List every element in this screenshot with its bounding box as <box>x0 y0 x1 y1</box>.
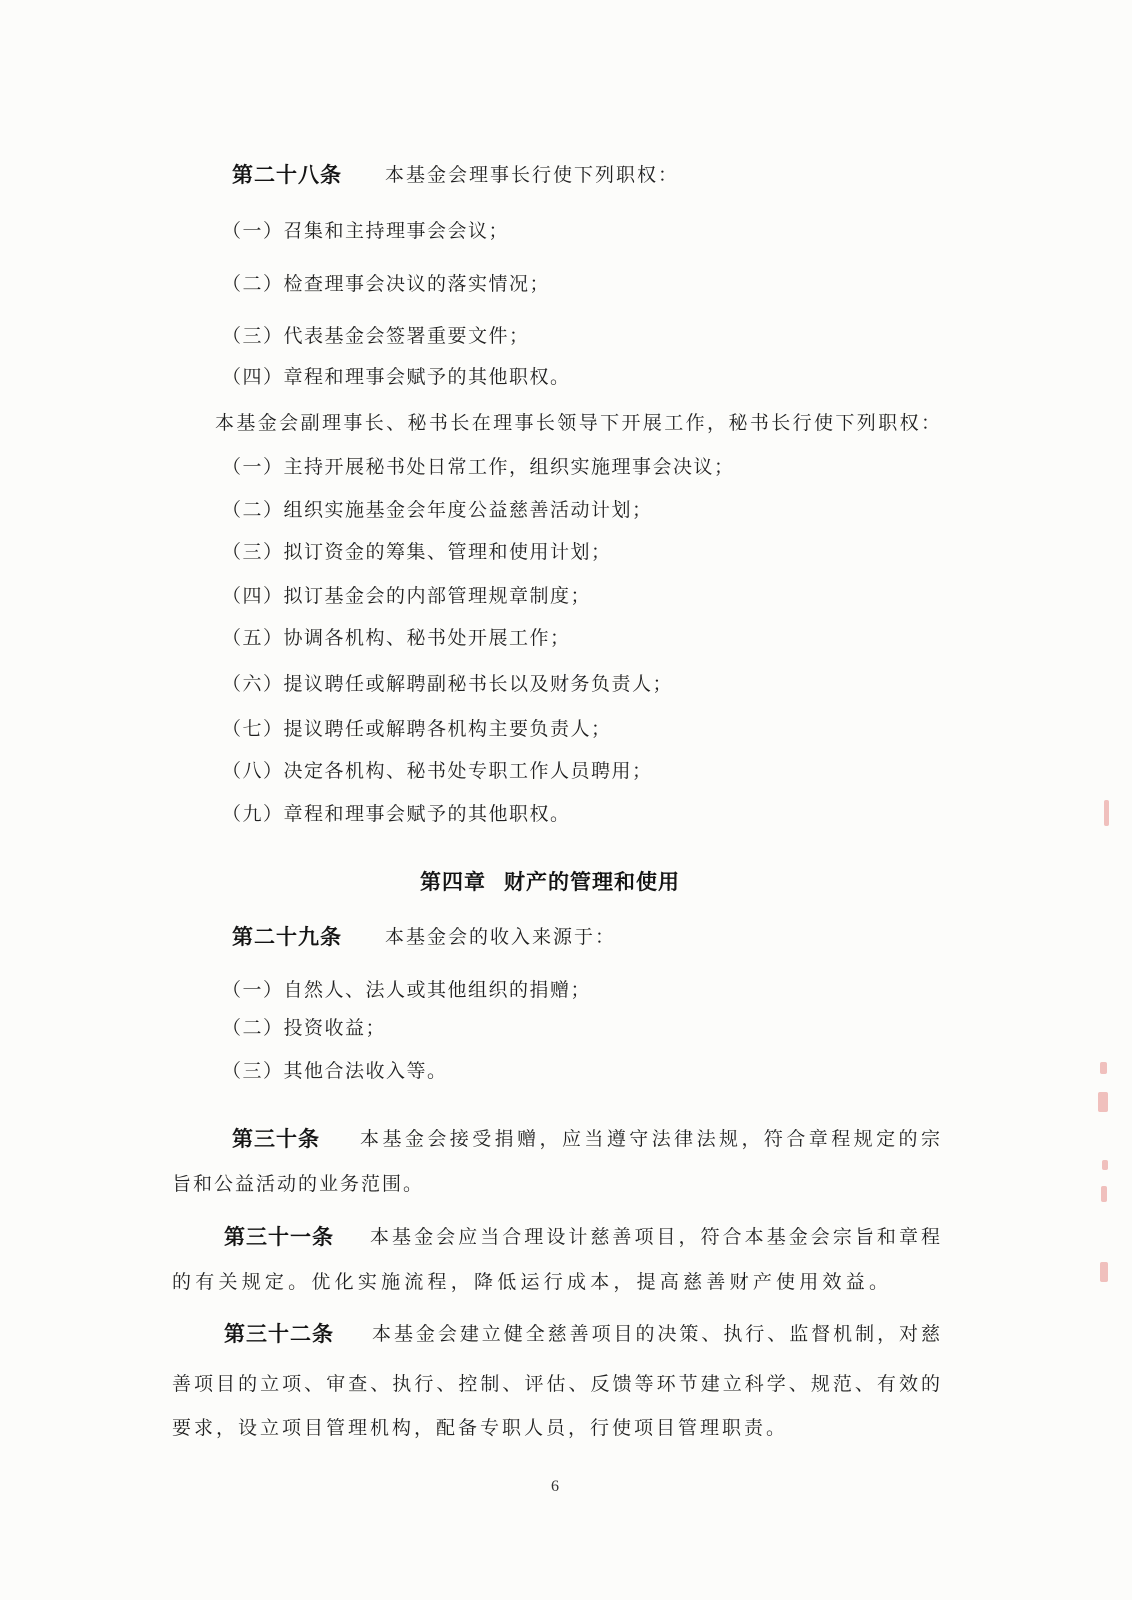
article-29-item: （一）自然人、法人或其他组织的捐赠； <box>222 979 592 1001</box>
secretary-item: （七）提议聘任或解聘各机构主要负责人； <box>222 718 612 740</box>
article-32-line: 善项目的立项、审查、执行、控制、评估、反馈等环节建立科学、规范、有效的 <box>172 1373 940 1395</box>
seal-fragment <box>1102 1160 1108 1170</box>
secretary-item: （八）决定各机构、秘书处专职工作人员聘用； <box>222 760 653 782</box>
page-number: 6 <box>551 1478 559 1495</box>
seal-fragment <box>1101 1186 1107 1202</box>
seal-fragment <box>1100 1062 1107 1074</box>
secretary-item: （一）主持开展秘书处日常工作，组织实施理事会决议； <box>222 456 735 478</box>
article-28-item: （三）代表基金会签署重要文件； <box>222 325 530 347</box>
secretary-item: （二）组织实施基金会年度公益慈善活动计划； <box>222 499 653 521</box>
secretary-item: （三）拟订资金的筹集、管理和使用计划； <box>222 541 612 563</box>
article-31-label: 第三十一条 <box>224 1224 334 1249</box>
chapter-heading <box>420 868 680 896</box>
article-30-line: 本基金会接受捐赠，应当遵守法律法规，符合章程规定的宗 <box>360 1128 940 1150</box>
article-28-item: （二）检查理事会决议的落实情况； <box>222 273 551 295</box>
article-28-item: （四）章程和理事会赋予的其他职权。 <box>222 366 571 388</box>
article-28-item: （一）召集和主持理事会会议； <box>222 220 510 242</box>
article-30-label: 第三十条 <box>232 1126 320 1151</box>
chapter-number: 第四章 <box>420 869 486 894</box>
chapter-title: 财产的管理和使用 <box>504 869 680 894</box>
article-32-line: 本基金会建立健全慈善项目的决策、执行、监督机制，对慈 <box>372 1323 940 1345</box>
article-29-label: 第二十九条 <box>232 924 342 949</box>
article-32-label: 第三十二条 <box>224 1321 334 1346</box>
article-29-text: 本基金会的收入来源于： <box>385 926 617 948</box>
secretary-intro: 本基金会副理事长、秘书长在理事长领导下开展工作，秘书长行使下列职权： <box>215 412 940 434</box>
article-31-line: 的有关规定。优化实施流程，降低运行成本，提高慈善财产使用效益。 <box>172 1271 888 1293</box>
secretary-item: （五）协调各机构、秘书处开展工作； <box>222 627 571 649</box>
seal-fragment <box>1098 1092 1108 1112</box>
article-30-line: 旨和公益活动的业务范围。 <box>172 1173 425 1195</box>
seal-fragment <box>1104 800 1109 826</box>
secretary-item: （九）章程和理事会赋予的其他职权。 <box>222 803 571 825</box>
article-31-line: 本基金会应当合理设计慈善项目，符合本基金会宗旨和章程 <box>370 1226 940 1248</box>
seal-fragment <box>1100 1262 1108 1282</box>
article-28-text: 本基金会理事长行使下列职权： <box>385 164 680 186</box>
secretary-item: （六）提议聘任或解聘副秘书长以及财务负责人； <box>222 673 674 695</box>
article-29-item: （二）投资收益； <box>222 1017 387 1039</box>
secretary-item: （四）拟订基金会的内部管理规章制度； <box>222 585 592 607</box>
article-28-label: 第二十八条 <box>232 162 342 187</box>
article-32-line: 要求，设立项目管理机构，配备专职人员，行使项目管理职责。 <box>172 1417 785 1439</box>
article-29-item: （三）其他合法收入等。 <box>222 1060 448 1082</box>
